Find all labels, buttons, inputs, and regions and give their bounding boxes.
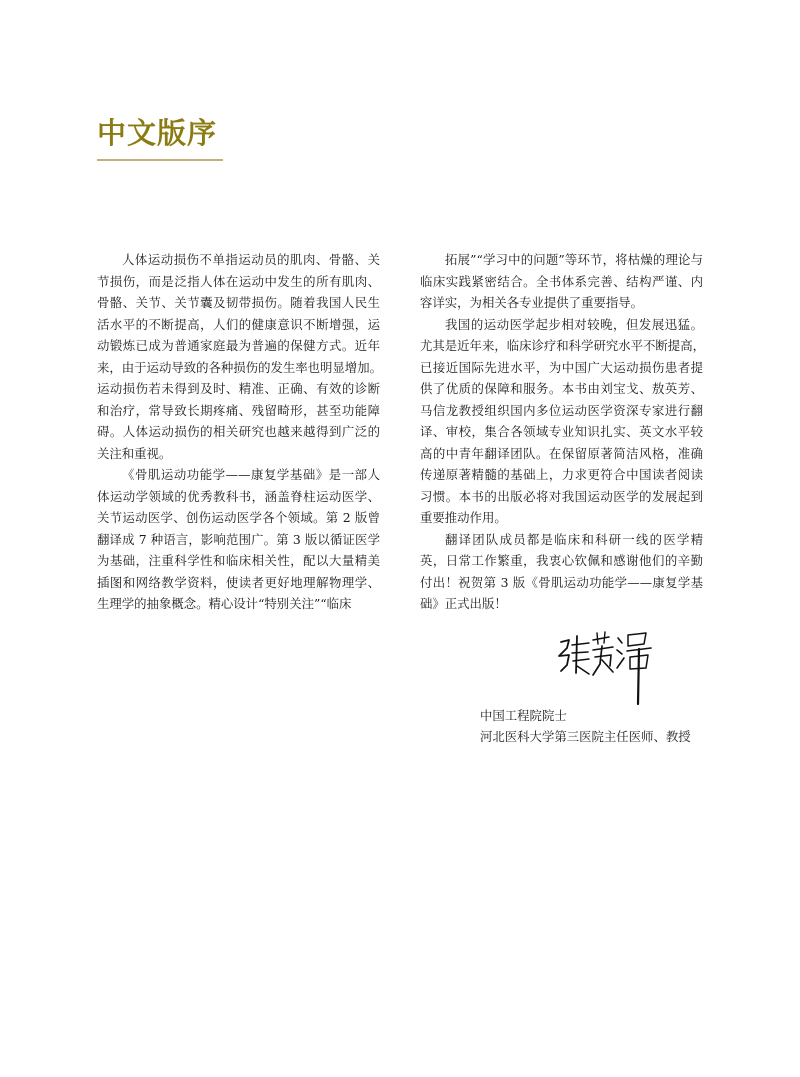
title-underline [97, 159, 223, 161]
text-line: 付出！祝贺第 3 版《骨肌运动功能学——康复学基 [420, 574, 703, 590]
text-line: 碍。人体运动损伤的相关研究也越来越得到广泛的 [97, 424, 380, 439]
text-line: 译、审校，集合各领域专业知识扎实、英文水平较 [420, 424, 703, 439]
text-line: 已接近国际先进水平，为中国广大运动损伤患者提 [420, 359, 703, 375]
left-column [97, 249, 380, 615]
text-line: 尤其是近年来，临床诊疗和科学研究水平不断提高， [420, 338, 705, 353]
text-line: 插图和网络教学资料，使读者更好地理解物理学、 [97, 574, 380, 590]
text-line: 础》正式出版！ [420, 596, 507, 611]
text-line: 《骨肌运动功能学——康复学基础》是一部人 [122, 467, 380, 482]
text-line: 体运动学领域的优秀教科书，涵盖脊柱运动医学、 [97, 488, 380, 504]
signer-title: 中国工程院院士 [480, 708, 567, 723]
text-line: 关节运动医学、创伤运动医学各个领域。第 2 版曾 [97, 510, 380, 525]
paragraph [420, 249, 703, 314]
right-column [420, 249, 703, 615]
handwritten-signature [555, 628, 665, 706]
text-line: 传递原著精髓的基础上，力求更符合中国读者阅读 [420, 467, 703, 482]
signer-affiliation: 河北医科大学第三医院主任医师、教授 [480, 729, 691, 744]
text-line: 动锻炼已成为普通家庭最为普遍的保健方式。近年 [97, 338, 380, 353]
signer-info [480, 705, 691, 747]
text-line: 骨骼、关节、关节囊及韧带损伤。随着我国人民生 [97, 295, 380, 310]
text-line: 翻译成 7 种语言，影响范围广。第 3 版以循证医学 [97, 531, 380, 547]
text-line: 活水平的不断提高，人们的健康意识不断增强，运 [97, 316, 380, 332]
text-line: 关注和重视。 [97, 445, 172, 461]
text-line: 临床实践紧密结合。全书体系完善、结构严谨、内 [420, 273, 703, 289]
paragraph [420, 314, 703, 529]
text-line: 翻译团队成员都是临床和科研一线的医学精 [445, 531, 703, 547]
text-line: 容详实，为相关各专业提供了重要指导。 [420, 295, 644, 310]
paragraph [420, 529, 703, 615]
text-line: 为基础，注重科学性和临床相关性，配以大量精美 [97, 553, 380, 568]
paragraph [97, 464, 380, 615]
text-line: 我国的运动医学起步相对较晚，但发展迅猛。 [445, 316, 703, 332]
text-line: 生理学的抽象概念。精心设计“特别关注”“临床 [97, 596, 352, 611]
text-line: 供了优质的保障和服务。本书由刘宝戈、敖英芳、 [420, 381, 703, 396]
text-line: 马信龙教授组织国内多位运动医学资深专家进行翻 [420, 402, 703, 418]
text-line: 和治疗，常导致长期疼痛、残留畸形，甚至功能障 [97, 402, 380, 418]
text-line: 英，日常工作繁重，我衷心钦佩和感谢他们的辛勤 [420, 553, 703, 568]
text-line: 重要推动作用。 [420, 510, 507, 525]
text-line: 节损伤，而是泛指人体在运动中发生的所有肌肉、 [97, 273, 380, 289]
text-line: 来，由于运动导致的各种损伤的发生率也明显增加。 [97, 359, 382, 375]
text-line: 人体运动损伤不单指运动员的肌肉、骨骼、关 [122, 252, 380, 267]
text-line: 习惯。本书的出版必将对我国运动医学的发展起到 [420, 488, 703, 504]
paragraph [97, 249, 380, 464]
text-line: 运动损伤若未得到及时、精准、正确、有效的诊断 [97, 381, 380, 396]
text-line: 拓展”“学习中的问题”等环节，将枯燥的理论与 [445, 252, 703, 267]
text-line: 高的中青年翻译团队。在保留原著简洁风格，准确 [420, 445, 703, 461]
page-title: 中文版序 [97, 116, 218, 150]
